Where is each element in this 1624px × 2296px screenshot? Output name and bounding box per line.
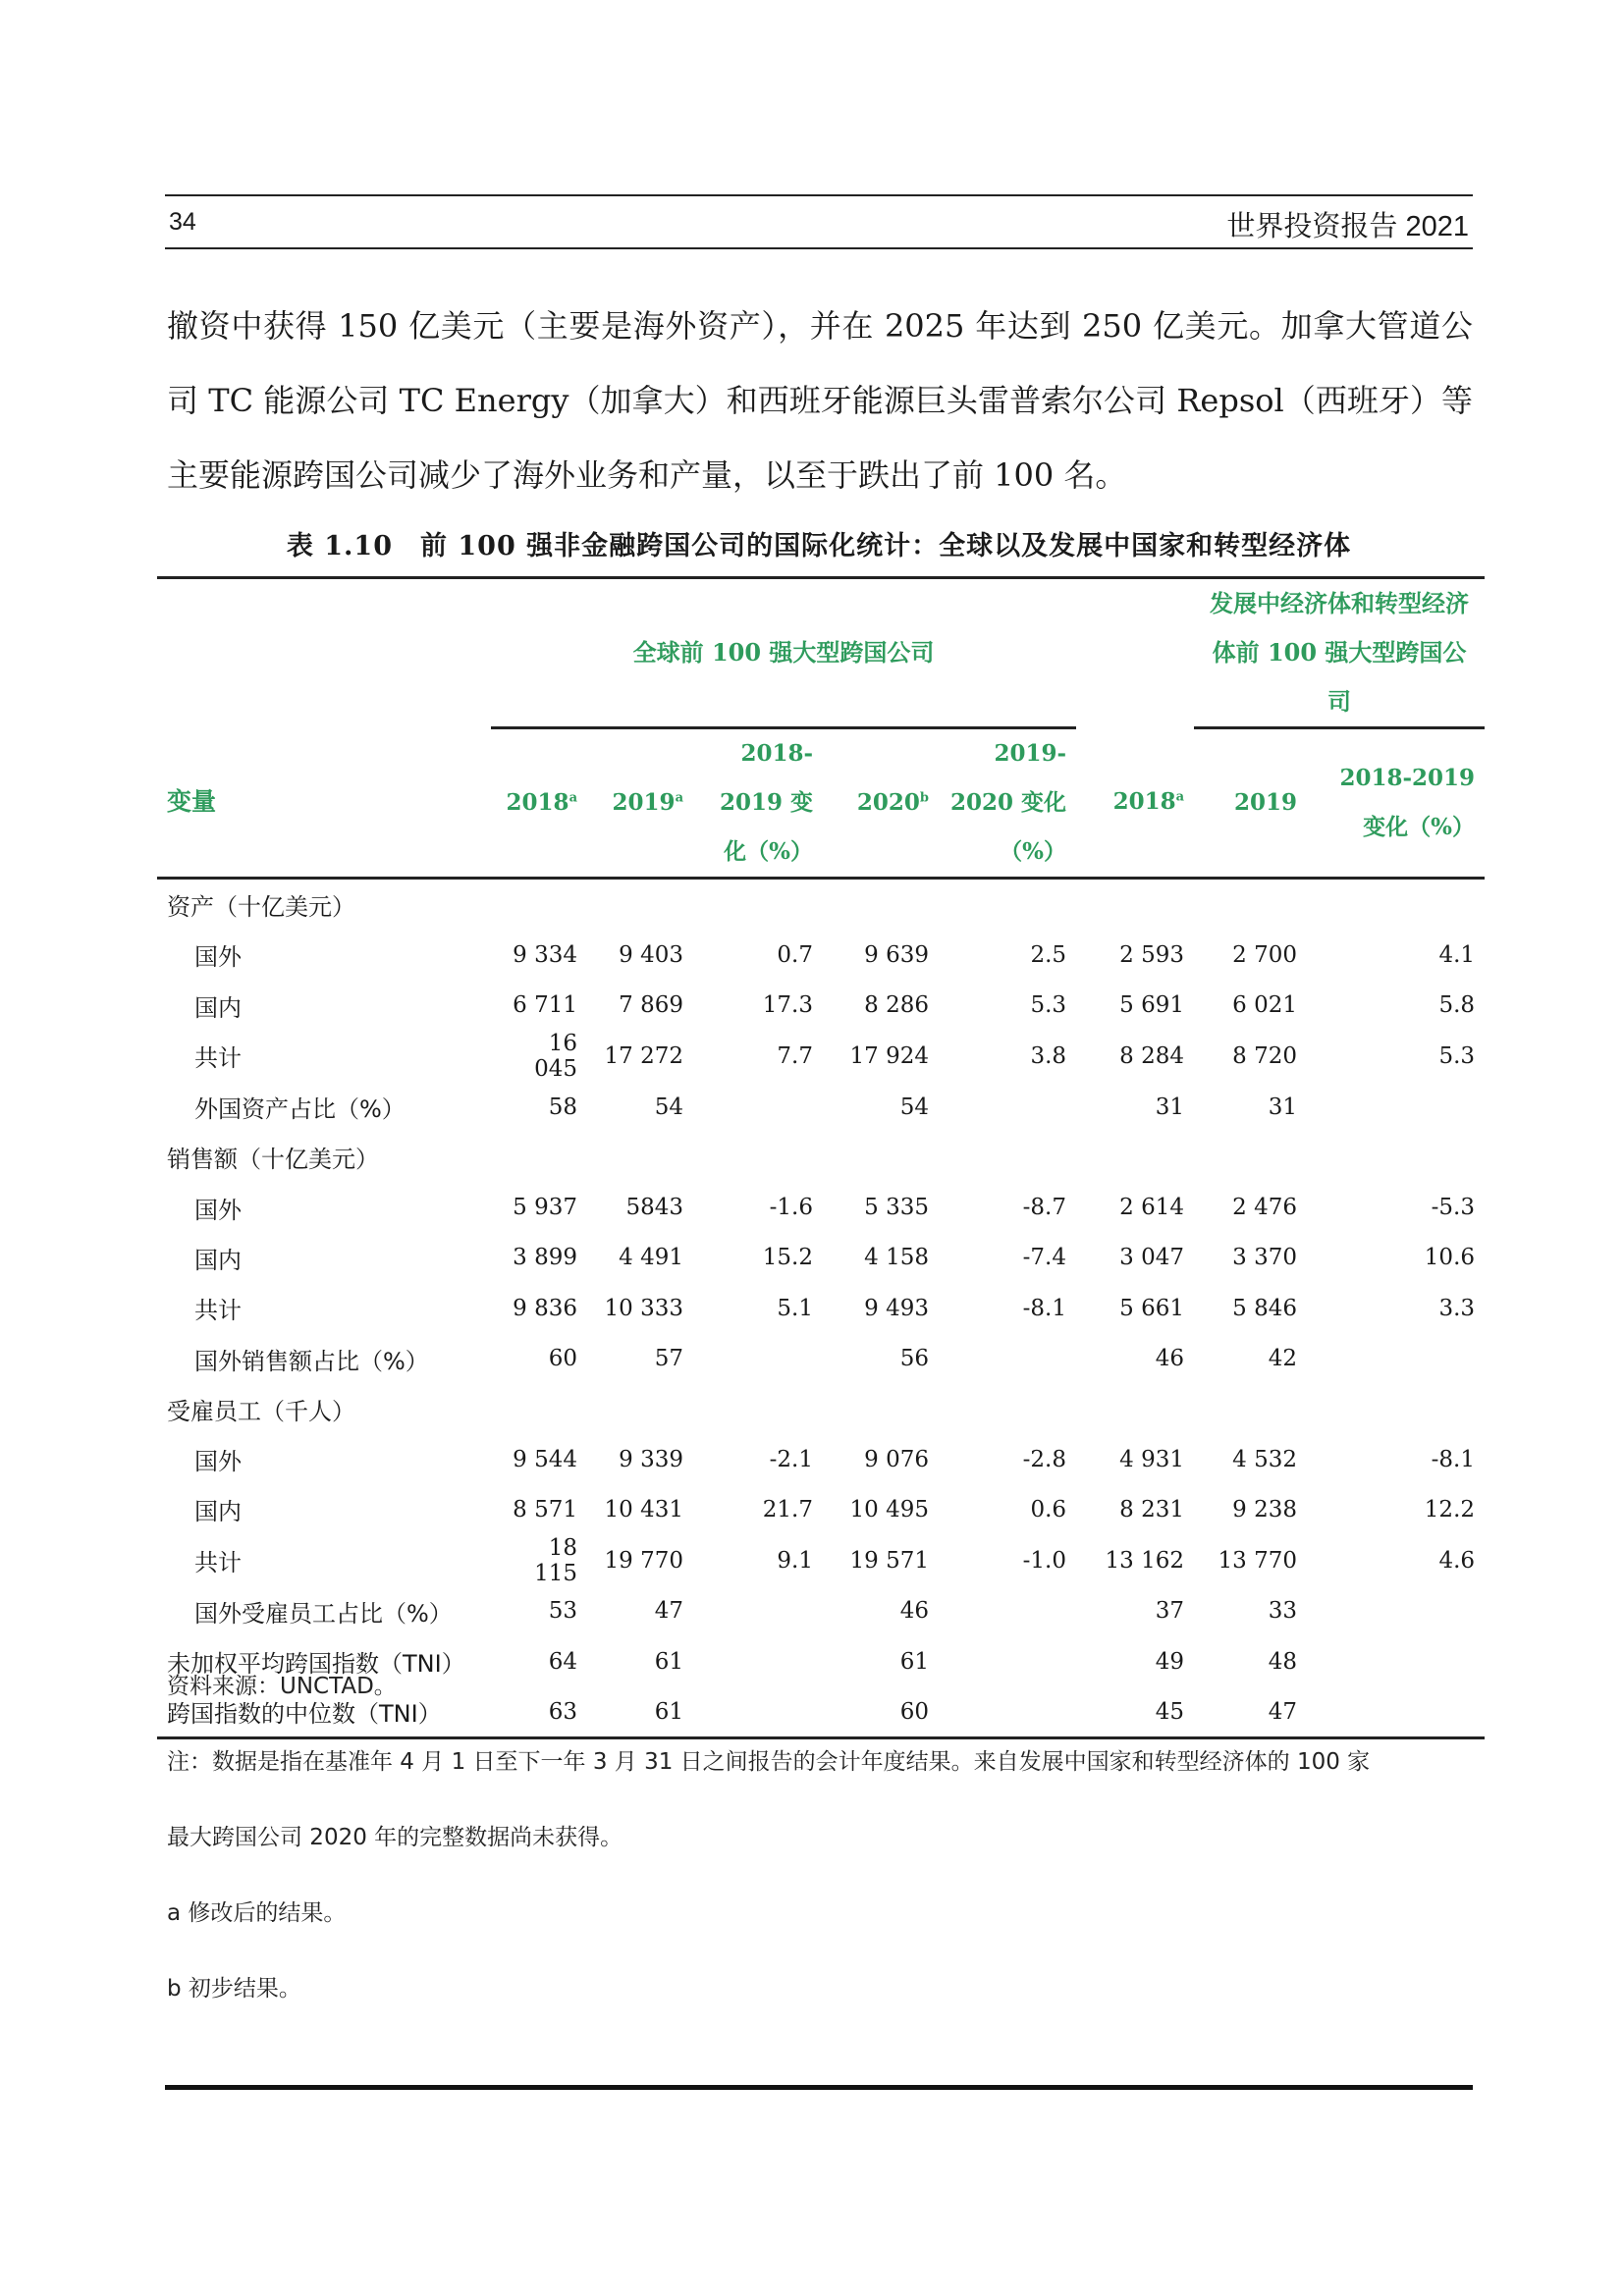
table-cell: -2.1 bbox=[769, 1446, 813, 1472]
table-cell: 53 bbox=[548, 1598, 577, 1625]
body-paragraph: 撤资中获得 150 亿美元（主要是海外资产），并在 2025 年达到 250 亿美元。加拿大管道公司 TC 能源公司 TC Energy（加拿大）和西班牙能源巨头雷普索尔公司 Repsol（西班牙）等主要能源跨国公司减少了海外业务和产量，以至于跌出了前 100 名。 bbox=[167, 307, 1473, 494]
header-spacer bbox=[157, 578, 491, 728]
table-cell: 19 571 bbox=[849, 1547, 929, 1574]
table-cell: 5.8 bbox=[1438, 992, 1476, 1019]
table-cell bbox=[1307, 1132, 1485, 1182]
table-row bbox=[157, 1586, 1485, 1636]
table-cell: 57 bbox=[654, 1346, 683, 1372]
table-cell: 5 846 bbox=[1232, 1295, 1298, 1321]
table-cell bbox=[939, 1333, 1076, 1383]
table-cell bbox=[491, 1384, 587, 1434]
table-cell bbox=[693, 1082, 823, 1132]
table-cell bbox=[1307, 879, 1485, 931]
table-cell: 47 bbox=[654, 1598, 683, 1625]
row-label: 资产（十亿美元） bbox=[167, 893, 355, 922]
table-cell: 2 614 bbox=[1119, 1195, 1185, 1221]
table-cell bbox=[1307, 1333, 1485, 1383]
table-cell bbox=[1194, 1384, 1307, 1434]
table-cell: 9 639 bbox=[864, 941, 929, 968]
row-label: 国外 bbox=[194, 943, 242, 972]
table-cell bbox=[1076, 1384, 1194, 1434]
table-cell: 2 476 bbox=[1232, 1195, 1298, 1221]
row-label: 跨国指数的中位数（TNI） bbox=[157, 1686, 491, 1738]
table-cell bbox=[693, 879, 823, 931]
table-cell: 13 162 bbox=[1105, 1547, 1185, 1574]
table-cell: 47 bbox=[1194, 1686, 1307, 1738]
table-cell: 15.2 bbox=[762, 1245, 813, 1271]
table-cell: 13 770 bbox=[1218, 1547, 1298, 1574]
table-cell: -5.3 bbox=[1431, 1195, 1476, 1221]
table-cell: 61 bbox=[899, 1648, 929, 1675]
table-cell: 3 047 bbox=[1119, 1245, 1185, 1271]
table-cell: 8 231 bbox=[1119, 1496, 1185, 1522]
table-row bbox=[157, 1484, 1485, 1534]
table-row bbox=[157, 1283, 1485, 1333]
page-header bbox=[165, 194, 1473, 249]
table-cell bbox=[1307, 1384, 1485, 1434]
column-header-dev-2019: 2019 bbox=[1194, 728, 1307, 879]
table-row bbox=[157, 1384, 1485, 1434]
table-cell: 2 700 bbox=[1232, 941, 1298, 968]
row-label: 国内 bbox=[194, 1498, 242, 1526]
table-cell: 3.8 bbox=[1030, 1042, 1067, 1069]
table-cell: 10 431 bbox=[604, 1496, 683, 1522]
row-label: 国外 bbox=[194, 1196, 242, 1224]
table-cell: 17.3 bbox=[762, 992, 813, 1019]
table-cell: 31 bbox=[1268, 1094, 1298, 1120]
table-cell: 9 238 bbox=[1232, 1496, 1298, 1522]
table-row bbox=[157, 1535, 1485, 1586]
table-cell bbox=[1307, 1082, 1485, 1132]
table-cell: 4.1 bbox=[1438, 941, 1476, 968]
row-label: 未加权平均跨国指数（TNI） bbox=[167, 1650, 465, 1678]
report-title: 世界投资报告 2021 bbox=[1226, 211, 1469, 242]
table-cell: 5843 bbox=[625, 1195, 683, 1221]
table-cell: 48 bbox=[1268, 1648, 1298, 1675]
table-cell: 9 339 bbox=[619, 1446, 683, 1472]
table-cell: 5 661 bbox=[1119, 1295, 1185, 1321]
column-header-2019: 2019$^a$ bbox=[587, 728, 693, 879]
table-cell: 37 bbox=[1155, 1598, 1185, 1625]
table-row bbox=[157, 1233, 1485, 1283]
table-cell: 45 bbox=[1076, 1686, 1194, 1738]
source-note: 资料来源：UNCTAD。 bbox=[167, 1674, 397, 1699]
table-cell: 42 bbox=[1268, 1346, 1298, 1372]
table-cell: 46 bbox=[1155, 1346, 1185, 1372]
header-gap bbox=[1076, 578, 1194, 728]
table-cell bbox=[1194, 1132, 1307, 1182]
page-number: 34 bbox=[169, 208, 196, 236]
table-cell: 5.3 bbox=[1438, 1042, 1476, 1069]
table-cell: 16 045 bbox=[534, 1030, 577, 1082]
row-label: 国外 bbox=[194, 1448, 242, 1476]
table-cell: 49 bbox=[1155, 1648, 1185, 1675]
footnote-b: b 初步结果。 bbox=[167, 1976, 301, 2002]
table-cell: 10 333 bbox=[604, 1295, 683, 1321]
table-cell: 4 931 bbox=[1119, 1446, 1185, 1472]
table-cell: 3.3 bbox=[1438, 1295, 1476, 1321]
group-header-global: 全球前 100 强大型跨国公司 bbox=[491, 578, 1076, 728]
table-cell: 5.1 bbox=[777, 1295, 813, 1321]
footnote-a: a 修改后的结果。 bbox=[167, 1900, 347, 1926]
table-cell: 6 021 bbox=[1232, 992, 1298, 1019]
table-cell: 61 bbox=[587, 1686, 693, 1738]
table-cell: 7.7 bbox=[777, 1042, 813, 1069]
table-cell: 8 284 bbox=[1119, 1042, 1185, 1069]
table-cell bbox=[587, 1384, 693, 1434]
table-cell bbox=[693, 1132, 823, 1182]
table-cell bbox=[939, 1132, 1076, 1182]
table-cell: 2.5 bbox=[1030, 941, 1067, 968]
table-cell: 9 493 bbox=[864, 1295, 929, 1321]
row-label: 销售额（十亿美元） bbox=[167, 1146, 379, 1174]
column-header-2020: 2020$^b$ bbox=[823, 728, 939, 879]
table-cell bbox=[693, 1333, 823, 1383]
table-row bbox=[157, 981, 1485, 1031]
column-header-variable: 变量 bbox=[157, 728, 491, 879]
table-cell: 60 bbox=[823, 1686, 939, 1738]
table-cell: 4 491 bbox=[619, 1245, 683, 1271]
column-header-dev-change: 2018-2019 变化（%） bbox=[1307, 728, 1485, 879]
table-cell: 63 bbox=[491, 1686, 587, 1738]
table-cell: 10 495 bbox=[849, 1496, 929, 1522]
table-cell: 4 532 bbox=[1232, 1446, 1298, 1472]
table-cell bbox=[939, 879, 1076, 931]
table-cell: -2.8 bbox=[1022, 1446, 1067, 1472]
table-cell bbox=[587, 879, 693, 931]
table-cell bbox=[1076, 1132, 1194, 1182]
table-cell bbox=[491, 879, 587, 931]
column-header-2018: 2018$^a$ bbox=[491, 728, 587, 879]
table-cell: 7 869 bbox=[619, 992, 683, 1019]
table-cell: 9 334 bbox=[513, 941, 577, 968]
table-cell: 21.7 bbox=[762, 1496, 813, 1522]
table-cell: -8.7 bbox=[1022, 1195, 1067, 1221]
row-label: 国外销售额占比（%） bbox=[194, 1347, 429, 1375]
row-label: 国内 bbox=[194, 993, 242, 1022]
table-cell: 5 691 bbox=[1119, 992, 1185, 1019]
table-row bbox=[157, 930, 1485, 980]
table-cell: 18 115 bbox=[534, 1534, 577, 1586]
row-label: 国内 bbox=[194, 1246, 242, 1274]
table-cell bbox=[939, 1384, 1076, 1434]
table-title: 表 1.10 前 100 强非金融跨国公司的国际化统计：全球以及发展中国家和转型经济体 bbox=[286, 531, 1352, 561]
table-row bbox=[157, 1182, 1485, 1232]
table-cell: 56 bbox=[899, 1346, 929, 1372]
table-body bbox=[157, 879, 1485, 1738]
table-cell bbox=[693, 1384, 823, 1434]
table-cell bbox=[1307, 1586, 1485, 1636]
table-cell bbox=[823, 879, 939, 931]
table-cell: 0.7 bbox=[777, 941, 813, 968]
row-label: 共计 bbox=[194, 1297, 242, 1325]
table-cell: 9 836 bbox=[513, 1295, 577, 1321]
table-cell: 17 272 bbox=[604, 1042, 683, 1069]
table-cell bbox=[823, 1384, 939, 1434]
table-row bbox=[157, 879, 1485, 931]
row-label: 共计 bbox=[194, 1549, 242, 1577]
table-cell: -8.1 bbox=[1431, 1446, 1476, 1472]
table-cell bbox=[693, 1586, 823, 1636]
table-cell: 0.6 bbox=[1030, 1496, 1067, 1522]
table-cell: 58 bbox=[548, 1094, 577, 1120]
table-cell: 17 924 bbox=[849, 1042, 929, 1069]
table-notes bbox=[167, 1649, 1473, 2027]
table-row bbox=[157, 1031, 1485, 1082]
table-cell: 54 bbox=[654, 1094, 683, 1120]
table-cell: -8.1 bbox=[1022, 1295, 1067, 1321]
table-cell: 3 370 bbox=[1232, 1245, 1298, 1271]
table-cell: 5.3 bbox=[1030, 992, 1067, 1019]
footer-rule bbox=[165, 2085, 1473, 2090]
column-header-dev-2018: 2018$^a$ bbox=[1076, 728, 1194, 879]
table-cell: 10.6 bbox=[1424, 1245, 1476, 1271]
table-cell: 9.1 bbox=[777, 1547, 813, 1574]
table-cell: 5 335 bbox=[864, 1195, 929, 1221]
table-cell: 9 403 bbox=[619, 941, 683, 968]
column-header-change-2018-2019: 2018-2019 变化（%） bbox=[693, 728, 823, 879]
general-note-line1: 注：数据是指在基准年 4 月 1 日至下一年 3 月 31 日之间报告的会计年度结果。来自发展中国家和转型经济体的 100 家 bbox=[167, 1749, 1371, 1775]
table-cell: 60 bbox=[548, 1346, 577, 1372]
row-label: 受雇员工（千人） bbox=[167, 1397, 355, 1425]
table-cell: 5 937 bbox=[513, 1195, 577, 1221]
table-cell: 8 286 bbox=[864, 992, 929, 1019]
table-cell: 6 711 bbox=[513, 992, 577, 1019]
table-row bbox=[157, 1333, 1485, 1383]
table-cell bbox=[1194, 879, 1307, 931]
table-cell: 3 899 bbox=[513, 1245, 577, 1271]
row-label: 国外受雇员工占比（%） bbox=[194, 1599, 453, 1628]
general-note-line2: 最大跨国公司 2020 年的完整数据尚未获得。 bbox=[167, 1825, 623, 1850]
table-cell: 8 571 bbox=[513, 1496, 577, 1522]
table-cell bbox=[587, 1132, 693, 1182]
table-cell bbox=[491, 1132, 587, 1182]
table-cell: 2 593 bbox=[1119, 941, 1185, 968]
table-cell: 19 770 bbox=[604, 1547, 683, 1574]
column-header-change-2019-2020: 2019-2020 变化（%） bbox=[939, 728, 1076, 879]
table-cell: 4.6 bbox=[1438, 1547, 1476, 1574]
table-row bbox=[157, 1434, 1485, 1484]
table-cell: 4 158 bbox=[864, 1245, 929, 1271]
internationalization-table bbox=[157, 576, 1485, 1739]
table-cell: 61 bbox=[654, 1648, 683, 1675]
table-cell: 54 bbox=[899, 1094, 929, 1120]
table-cell: 9 544 bbox=[513, 1446, 577, 1472]
table-cell bbox=[939, 1082, 1076, 1132]
row-label: 外国资产占比（%） bbox=[194, 1095, 406, 1124]
table-cell: 46 bbox=[899, 1598, 929, 1625]
table-cell: -7.4 bbox=[1022, 1245, 1067, 1271]
table-cell: -1.0 bbox=[1022, 1547, 1067, 1574]
group-header-developing: 发展中经济体和转型经济体前 100 强大型跨国公司 bbox=[1194, 578, 1485, 728]
table-cell bbox=[939, 1586, 1076, 1636]
table-cell: 33 bbox=[1268, 1598, 1298, 1625]
table-cell: 31 bbox=[1155, 1094, 1185, 1120]
row-label: 共计 bbox=[194, 1044, 242, 1073]
table-cell: -1.6 bbox=[769, 1195, 813, 1221]
table-cell bbox=[823, 1132, 939, 1182]
table-cell: 12.2 bbox=[1424, 1496, 1476, 1522]
table-cell bbox=[1076, 879, 1194, 931]
table-cell: 64 bbox=[548, 1648, 577, 1675]
table-cell: 8 720 bbox=[1232, 1042, 1298, 1069]
table-cell: 9 076 bbox=[864, 1446, 929, 1472]
table-row bbox=[157, 1132, 1485, 1182]
table-row bbox=[157, 1082, 1485, 1132]
